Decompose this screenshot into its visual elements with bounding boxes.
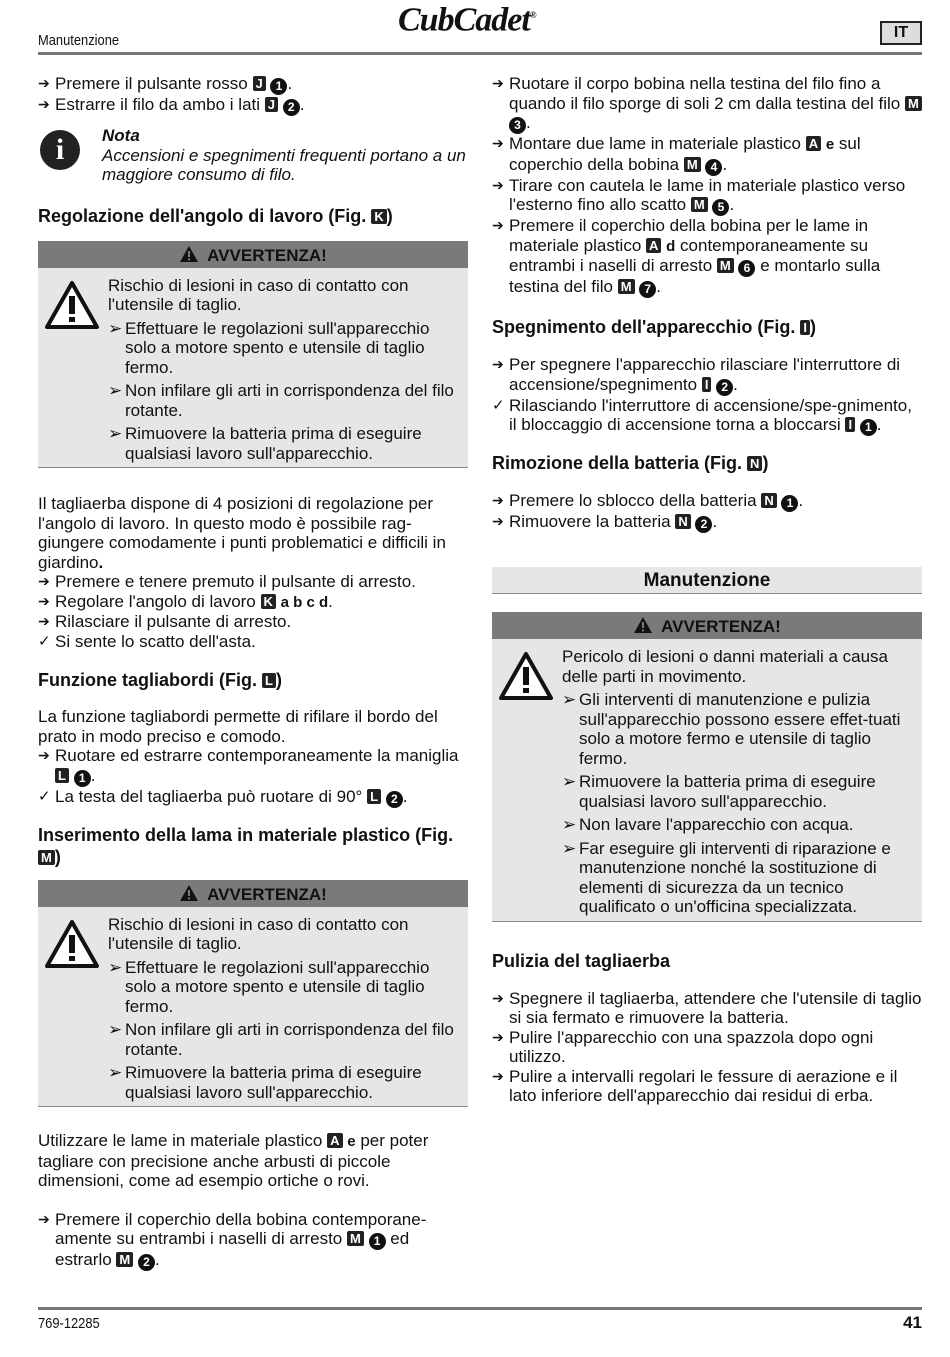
paragraph: Il tagliaerba dispone di 4 posizioni di regolazione per l'angolo di lavoro. In questo modo è possibile rag-giungere comodamente i punti problematici e difficili in giardino. xyxy=(38,494,446,572)
step: ➔ Regolare l'angolo di lavoro K a b c d. xyxy=(38,591,333,611)
step: ➔ Rimuovere la batteria N 2 . xyxy=(492,512,718,531)
arrow-icon: ➔ xyxy=(38,96,50,112)
header-rule xyxy=(38,52,922,55)
warning-intro: Rischio di lesioni in caso di contatto con l'utensile di taglio. xyxy=(108,275,409,314)
step: ➔ Premere il pulsante rosso J 1 . xyxy=(38,74,293,93)
step: ➔ Per spegnere l'apparecchio rilasciare l'interruttore di accensione/spegnimento I 2 . xyxy=(492,355,901,394)
section-heading: Funzione tagliabordi (Fig. L ) xyxy=(38,670,282,690)
warning-item: ➢ Effettuare le regolazioni sull'apparecchio solo a motore spento e utensile di taglio fermo. xyxy=(108,957,430,1016)
step: ➔ Ruotare il corpo bobina nella testina del filo fino a quando il filo sporge di soli 2 cm dalla testina del filo M 3 . xyxy=(492,74,922,134)
step: ➔ Premere il coperchio della bobina per le lame in materiale plastico A d contemporaneamente su entrambi i naselli di arresto M 6 e montarlo sulla testina del filo M 7 . xyxy=(492,216,881,296)
paragraph: Utilizzare le lame in materiale plastico A e per poter tagliare con precisione anche arbusti di piccole dimensioni, come ad esempio ortiche o rovi. xyxy=(38,1131,429,1190)
warning-title-bar: AVVERTENZA! xyxy=(38,241,468,268)
document-code: 769-12285 xyxy=(38,1315,100,1332)
step: ➔ Pulire l'apparecchio con una spazzola dopo ogni utilizzo. xyxy=(492,1027,874,1066)
step: ➔ Premere lo sblocco della batteria N 1 . xyxy=(492,491,804,510)
warning-item: ➢ Gli interventi di manutenzione e pulizia sull'apparecchio possono essere effet-tuati solo a motore fermo e utensile di taglio fermo. xyxy=(562,690,901,768)
warning-title-bar: AVVERTENZA! xyxy=(38,880,468,907)
warning-icon xyxy=(179,245,199,263)
step: ➔ Premere e tenere premuto il pulsante di arresto. xyxy=(38,572,416,591)
check-icon: ✓ xyxy=(38,632,51,650)
warning-box xyxy=(38,241,468,469)
right-column xyxy=(492,74,922,1106)
section-heading: Inserimento della lama in materiale plastico (Fig. M ) xyxy=(38,824,454,867)
warning-box xyxy=(492,612,922,922)
paragraph: La funzione tagliabordi permette di rifilare il bordo del prato in modo preciso e comodo. xyxy=(38,707,438,746)
check-icon: ✓ xyxy=(38,787,51,805)
warning-item: ➢ Rimuovere la batteria prima di eseguire qualsiasi lavoro sull'apparecchio. xyxy=(108,424,422,463)
warning-item: ➢ Far eseguire gli interventi di riparazione e manutenzione nonché la sostituzione di elementi di sicurezza da un tecnico qualificato o un'officina specializzata. xyxy=(562,838,891,916)
footer-rule xyxy=(38,1307,922,1310)
step: ➔ Tirare con cautela le lame in materiale plastico verso l'esterno fino allo scatto M 5 . xyxy=(492,175,906,214)
brand-logo: CubCadet® xyxy=(398,1,536,39)
page-number: 41 xyxy=(903,1313,922,1332)
warning-item: ➢ Rimuovere la batteria prima di eseguire qualsiasi lavoro sull'apparecchio. xyxy=(562,772,876,811)
left-column xyxy=(38,74,468,1271)
section-heading: Spegnimento dell'apparecchio (Fig. I ) xyxy=(492,317,816,337)
section-heading: Rimozione della batteria (Fig. N ) xyxy=(492,453,769,473)
section-heading: Pulizia del tagliaerba xyxy=(492,950,671,971)
section-title: Manutenzione xyxy=(38,32,120,49)
warning-intro: Rischio di lesioni in caso di contatto con l'utensile di taglio. xyxy=(108,914,409,953)
note-title: Nota xyxy=(102,126,140,145)
warning-item: ➢ Rimuovere la batteria prima di eseguire qualsiasi lavoro sull'apparecchio. xyxy=(108,1063,422,1102)
note-body: Accensioni e spegnimenti frequenti portano a un maggiore consumo di filo. xyxy=(102,145,466,184)
info-icon: i xyxy=(40,130,80,170)
step: ➔ Rilasciare il pulsante di arresto. xyxy=(38,612,292,631)
result-step: ✓ Rilasciando l'interruttore di accensione/spe-gnimento, il bloccaggio di accensione torna a bloccarsi I 1 . xyxy=(492,395,912,434)
section-heading: Regolazione dell'angolo di lavoro (Fig. K ) xyxy=(38,205,393,226)
step: ➔ Pulire a intervalli regolari le fessure di aerazione e il lato inferiore dell'apparecchio dai residui di erba. xyxy=(492,1066,898,1105)
step: ➔ Estrarre il filo da ambo i lati J 2 . xyxy=(38,95,305,114)
warning-triangle-icon xyxy=(498,651,554,701)
warning-icon xyxy=(633,616,653,634)
step: ➔ Premere il coperchio della bobina contemporane-amente su entrambi i naselli di arresto M 1 ed estrarlo M 2 . xyxy=(38,1209,427,1269)
warning-box xyxy=(38,880,468,1108)
warning-triangle-icon xyxy=(44,280,100,330)
warning-intro: Pericolo di lesioni o danni materiali a causa delle parti in movimento. xyxy=(562,647,889,686)
arrow-icon: ➔ xyxy=(38,75,50,91)
warning-item: ➢ Non lavare l'apparecchio con acqua. xyxy=(562,815,854,834)
warning-item: ➢ Non infilare gli arti in corrispondenza del filo rotante. xyxy=(108,381,454,420)
result-step: ✓ Si sente lo scatto dell'asta. xyxy=(38,631,256,651)
section-bar-manutenzione: Manutenzione xyxy=(492,567,922,594)
language-badge: IT xyxy=(880,21,922,45)
warning-triangle-icon xyxy=(44,919,100,969)
note-box xyxy=(38,126,468,185)
warning-title-bar: AVVERTENZA! xyxy=(492,612,922,639)
check-icon: ✓ xyxy=(492,396,505,414)
warning-item: ➢ Non infilare gli arti in corrispondenza del filo rotante. xyxy=(108,1020,454,1059)
warning-icon xyxy=(179,884,199,902)
step: ➔ Montare due lame in materiale plastico A e sul coperchio della bobina M 4 . xyxy=(492,134,861,174)
warning-item: ➢ Effettuare le regolazioni sull'apparecchio solo a motore spento e utensile di taglio fermo. xyxy=(108,318,430,377)
step: ➔ Spegnere il tagliaerba, attendere che l'utensile di taglio si sia fermato e rimuovere la batteria. xyxy=(492,988,922,1027)
result-step: ✓ La testa del tagliaerba può ruotare di 90° L 2 . xyxy=(38,786,408,806)
step: ➔ Ruotare ed estrarre contemporaneamente la maniglia L 1 . xyxy=(38,746,459,785)
page-header xyxy=(38,0,922,56)
